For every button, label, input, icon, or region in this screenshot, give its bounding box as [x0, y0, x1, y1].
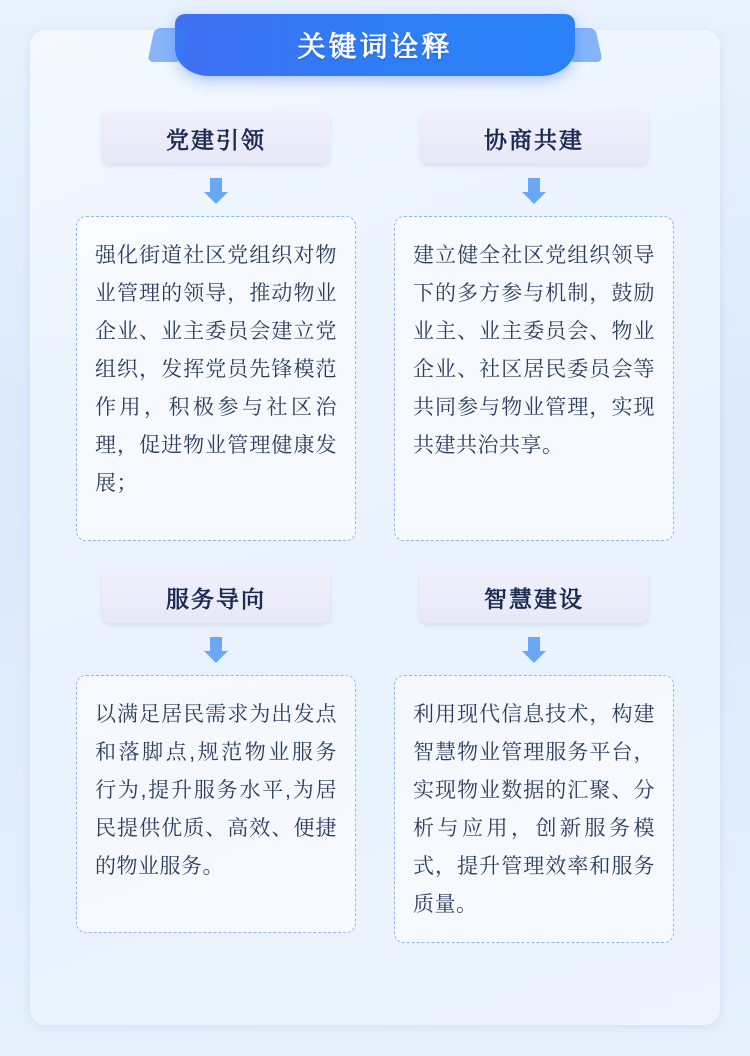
keyword-grid	[76, 112, 674, 943]
keyword-description-box	[394, 675, 674, 943]
keyword-label-pill	[420, 571, 648, 623]
keyword-description: 以满足居民需求为出发点和落脚点,规范物业服务行为,提升服务水平,为居民提供优质、高效、便捷的物业服务。	[95, 703, 337, 878]
arrow-down-icon	[201, 635, 231, 665]
keyword-label: 协商共建	[484, 126, 584, 153]
keyword-label: 服务导向	[166, 585, 266, 612]
keyword-description: 利用现代信息技术，构建智慧物业管理服务平台，实现物业数据的汇聚、分析与应用，创新服务模式，提升管理效率和服务质量。	[413, 703, 655, 916]
content-card	[30, 30, 720, 1025]
arrow-down-icon	[519, 176, 549, 206]
keyword-cell	[394, 571, 674, 943]
keyword-description-box	[76, 216, 356, 541]
keyword-description: 强化街道社区党组织对物业管理的领导，推动物业企业、业主委员会建立党组织，发挥党员先锋模范作用，积极参与社区治理，促进物业管理健康发展；	[95, 244, 337, 495]
keyword-label-pill	[420, 112, 648, 164]
arrow-down-icon	[519, 635, 549, 665]
keyword-description-box	[76, 675, 356, 933]
keyword-label-pill	[102, 112, 330, 164]
page-title: 关键词诠释	[297, 31, 453, 62]
title-banner	[175, 14, 575, 76]
keyword-description: 建立健全社区党组织领导下的多方参与机制，鼓励业主、业主委员会、物业企业、社区居民委员会等共同参与物业管理，实现共建共治共享。	[413, 244, 655, 457]
keyword-description-box	[394, 216, 674, 541]
keyword-cell	[394, 112, 674, 541]
keyword-cell	[76, 112, 356, 541]
keyword-label: 智慧建设	[484, 585, 584, 612]
arrow-down-icon	[201, 176, 231, 206]
keyword-label-pill	[102, 571, 330, 623]
keyword-cell	[76, 571, 356, 943]
keyword-label: 党建引领	[166, 126, 266, 153]
